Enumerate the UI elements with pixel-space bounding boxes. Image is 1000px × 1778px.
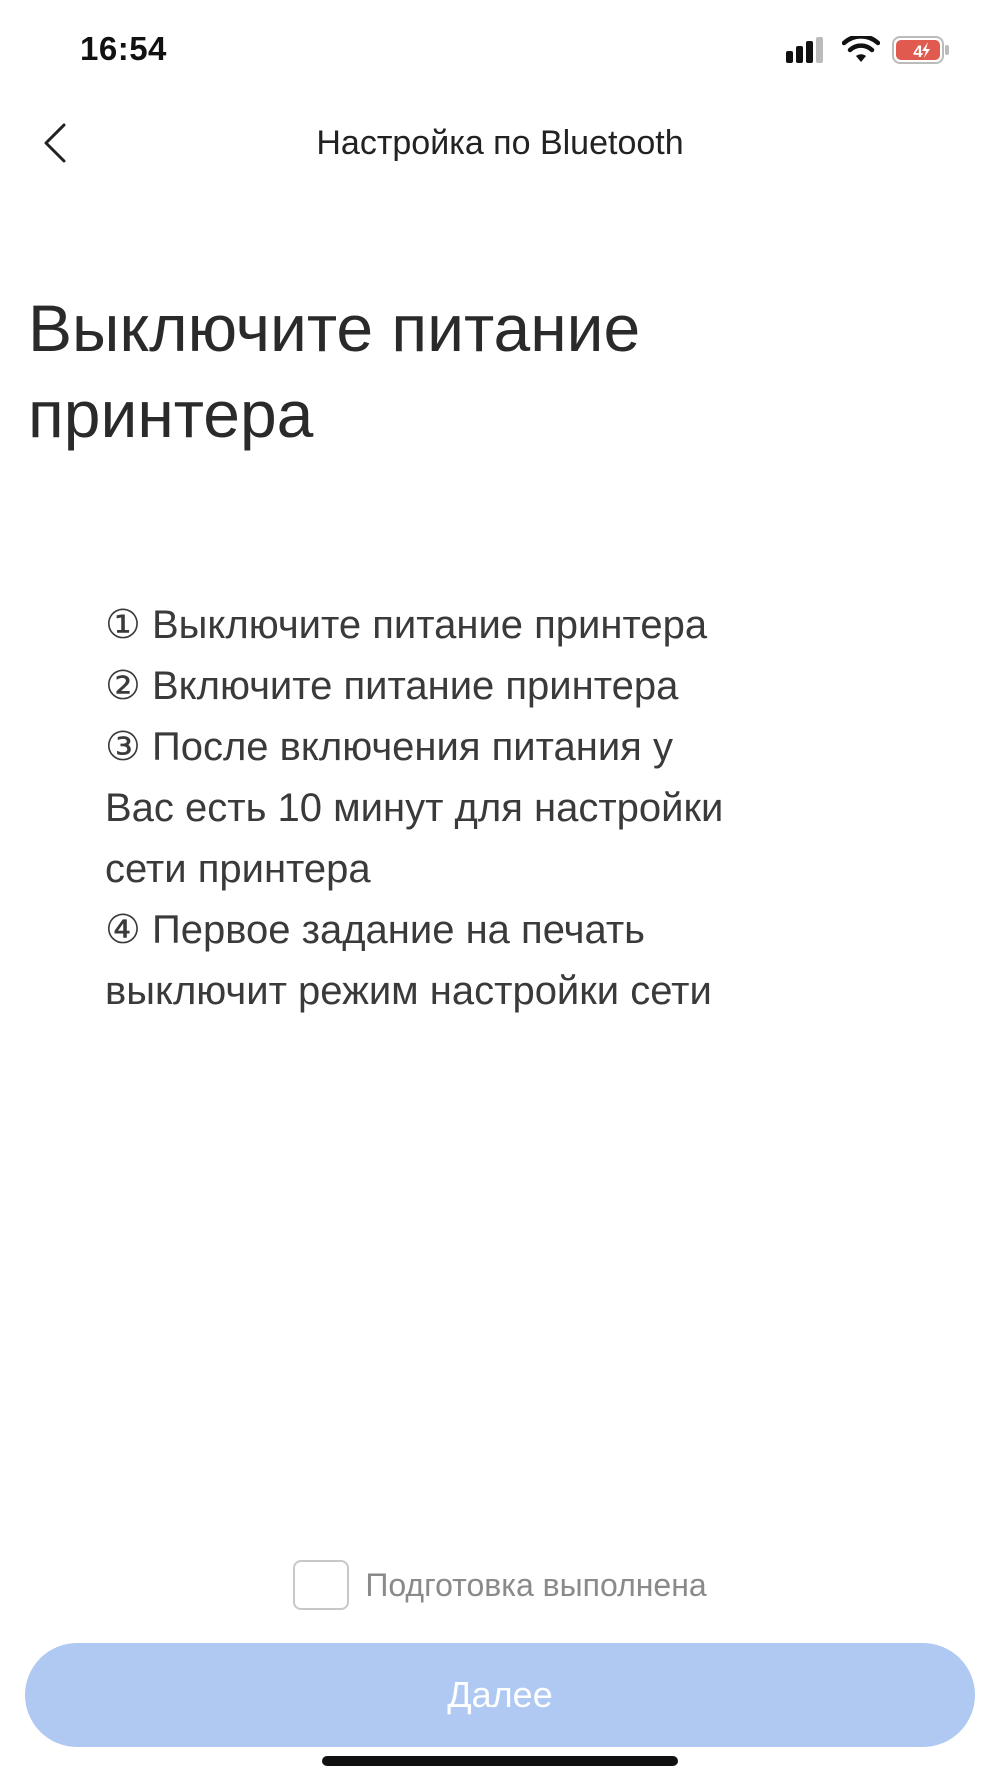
battery-level: 4 <box>913 42 923 61</box>
page-title <box>28 285 928 457</box>
signal-icon <box>786 37 830 63</box>
instruction-line: ② Включите питание принтера <box>105 664 679 708</box>
instruction-line: сети принтера <box>105 847 371 891</box>
instruction-line: Вас есть 10 минут для настройки <box>105 786 724 830</box>
status-time: 16:54 <box>80 30 167 67</box>
header-title: Настройка по Bluetooth <box>316 124 684 162</box>
page-title-line: принтера <box>28 377 314 451</box>
instruction-line: выключит режим настройки сети <box>105 969 712 1013</box>
home-indicator <box>322 1756 678 1766</box>
instructions-list <box>105 595 965 1022</box>
instruction-line: ① Выключите питание принтера <box>105 603 708 647</box>
instruction-line: ④ Первое задание на печать <box>105 908 645 952</box>
page-title-line: Выключите питание <box>28 291 641 365</box>
status-bar <box>0 0 1000 100</box>
battery-icon <box>892 36 950 64</box>
header <box>0 110 1000 180</box>
status-icons <box>786 36 950 64</box>
instruction-line: ③ После включения питания у <box>105 725 673 769</box>
next-button[interactable]: Далее <box>25 1643 975 1747</box>
preparation-done-checkbox[interactable] <box>293 1560 349 1610</box>
confirm-row <box>0 1560 1000 1610</box>
preparation-done-label[interactable]: Подготовка выполнена <box>365 1566 707 1603</box>
wifi-icon <box>842 36 880 64</box>
